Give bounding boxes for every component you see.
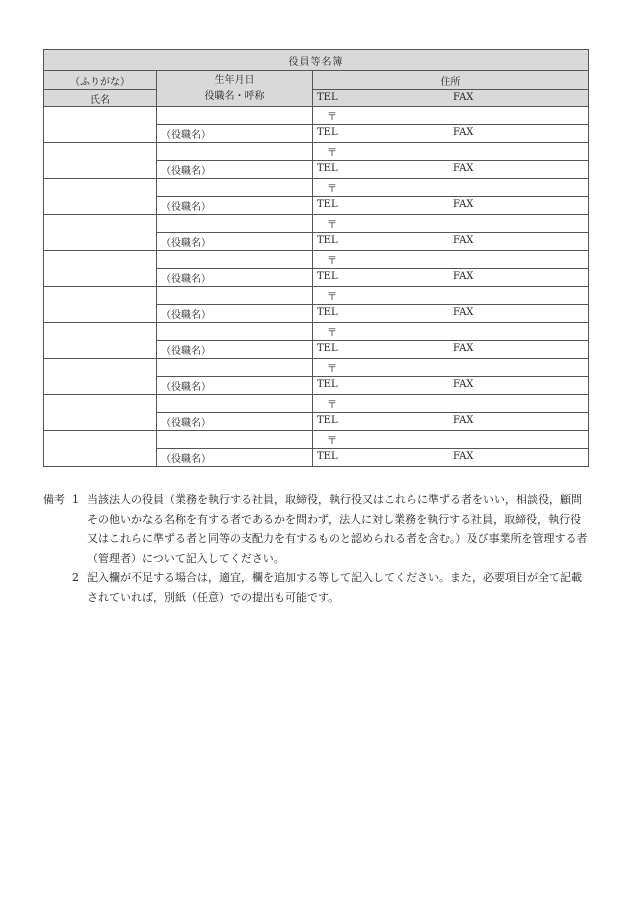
fax-label: FAX [453,451,474,462]
birthdate-cell[interactable] [157,395,313,413]
address-cell[interactable] [313,251,589,269]
officer-row [44,107,589,125]
postal-mark: 〒 [327,148,337,159]
phone-fax-cell[interactable] [313,341,589,359]
officer-name-cell[interactable] [44,215,157,251]
officer-row [44,359,589,377]
header-tel: TEL [317,92,338,103]
birthdate-cell[interactable] [157,359,313,377]
officer-row [44,287,589,305]
officer-row [44,143,589,161]
tel-label: TEL [317,127,338,138]
remarks-section [43,490,591,607]
remark-text: 当該法人の役員（業務を執行する社員，取締役，執行役又はこれらに準ずる者をいい，相談役，顧問その他いかなる名称を有する者であるかを問わず，法人に対し業務を執行する社員，取締役，執行役又はこれらに準ずる者と同等の支配力を有するものと認められる者を含む。）及び事業所を管理する者（管理者）について記入してください。 [87,493,588,565]
table-title: 役員等名簿 [44,50,589,71]
fax-label: FAX [453,307,474,318]
position-cell[interactable] [157,341,313,359]
officer-name-cell[interactable] [44,287,157,323]
phone-fax-cell[interactable] [313,233,589,251]
address-cell[interactable] [313,395,589,413]
position-cell[interactable] [157,197,313,215]
fax-label: FAX [453,415,474,426]
birthdate-cell[interactable] [157,323,313,341]
remark-item-2 [43,568,591,607]
position-cell[interactable] [157,233,313,251]
phone-fax-cell[interactable] [313,161,589,179]
header-tel-fax [313,90,589,107]
officer-row [44,179,589,197]
phone-fax-cell[interactable] [313,197,589,215]
birthdate-cell[interactable] [157,287,313,305]
fax-label: FAX [453,199,474,210]
position-label: （役職名） [161,418,211,429]
position-label: （役職名） [161,454,211,465]
position-cell[interactable] [157,161,313,179]
officer-row [44,215,589,233]
birthdate-cell[interactable] [157,251,313,269]
officer-name-cell[interactable] [44,107,157,143]
officer-name-cell[interactable] [44,143,157,179]
remark-number: 1 [72,493,79,506]
tel-label: TEL [317,307,338,318]
address-cell[interactable] [313,179,589,197]
tel-label: TEL [317,235,338,246]
tel-label: TEL [317,199,338,210]
header-name: 氏名 [44,90,157,107]
birthdate-cell[interactable] [157,107,313,125]
officer-name-cell[interactable] [44,359,157,395]
tel-label: TEL [317,163,338,174]
birthdate-cell[interactable] [157,143,313,161]
tel-label: TEL [317,343,338,354]
officer-row [44,323,589,341]
header-position-title: 役職名・呼称 [204,90,265,102]
fax-label: FAX [453,379,474,390]
header-furigana: （ふりがな） [44,71,157,90]
address-cell[interactable] [313,359,589,377]
header-birth-position [157,71,313,107]
postal-mark: 〒 [327,256,337,267]
remark-number: 2 [72,571,79,584]
position-label: （役職名） [161,310,211,321]
header-address: 住所 [313,71,589,90]
postal-mark: 〒 [327,364,337,375]
position-cell[interactable] [157,125,313,143]
postal-mark: 〒 [327,328,337,339]
position-cell[interactable] [157,449,313,467]
position-label: （役職名） [161,202,211,213]
officer-row [44,395,589,413]
address-cell[interactable] [313,431,589,449]
officer-row [44,251,589,269]
postal-mark: 〒 [327,184,337,195]
phone-fax-cell[interactable] [313,449,589,467]
remarks-label: 備考 [43,493,65,506]
remark-text: 記入欄が不足する場合は，適宜，欄を追加する等して記入してください。また，必要項目が全て記載されていれば，別紙（任意）での提出も可能です。 [87,571,582,604]
postal-mark: 〒 [327,112,337,123]
phone-fax-cell[interactable] [313,305,589,323]
phone-fax-cell[interactable] [313,413,589,431]
phone-fax-cell[interactable] [313,125,589,143]
fax-label: FAX [453,271,474,282]
fax-label: FAX [453,235,474,246]
postal-mark: 〒 [327,220,337,231]
phone-fax-cell[interactable] [313,377,589,395]
position-cell[interactable] [157,413,313,431]
address-cell[interactable] [313,323,589,341]
fax-label: FAX [453,163,474,174]
position-label: （役職名） [161,166,211,177]
officer-roster-table [43,49,589,467]
tel-label: TEL [317,379,338,390]
phone-fax-cell[interactable] [313,269,589,287]
position-label: （役職名） [161,238,211,249]
postal-mark: 〒 [327,400,337,411]
address-cell[interactable] [313,107,589,125]
officer-name-cell[interactable] [44,179,157,215]
position-label: （役職名） [161,346,211,357]
address-cell[interactable] [313,215,589,233]
remark-item-1 [43,490,591,568]
address-cell[interactable] [313,143,589,161]
officer-row [44,431,589,449]
tel-label: TEL [317,415,338,426]
position-cell[interactable] [157,305,313,323]
position-cell[interactable] [157,377,313,395]
position-label: （役職名） [161,130,211,141]
birthdate-cell[interactable] [157,431,313,449]
position-label: （役職名） [161,274,211,285]
postal-mark: 〒 [327,436,337,447]
officer-name-cell[interactable] [44,323,157,359]
position-label: （役職名） [161,382,211,393]
officer-name-cell[interactable] [44,251,157,287]
tel-label: TEL [317,451,338,462]
postal-mark: 〒 [327,292,337,303]
header-fax: FAX [453,92,474,103]
fax-label: FAX [453,127,474,138]
position-cell[interactable] [157,269,313,287]
address-cell[interactable] [313,287,589,305]
officer-name-cell[interactable] [44,431,157,467]
birthdate-cell[interactable] [157,179,313,197]
officer-name-cell[interactable] [44,395,157,431]
tel-label: TEL [317,271,338,282]
birthdate-cell[interactable] [157,215,313,233]
header-birthdate: 生年月日 [214,74,255,86]
fax-label: FAX [453,343,474,354]
